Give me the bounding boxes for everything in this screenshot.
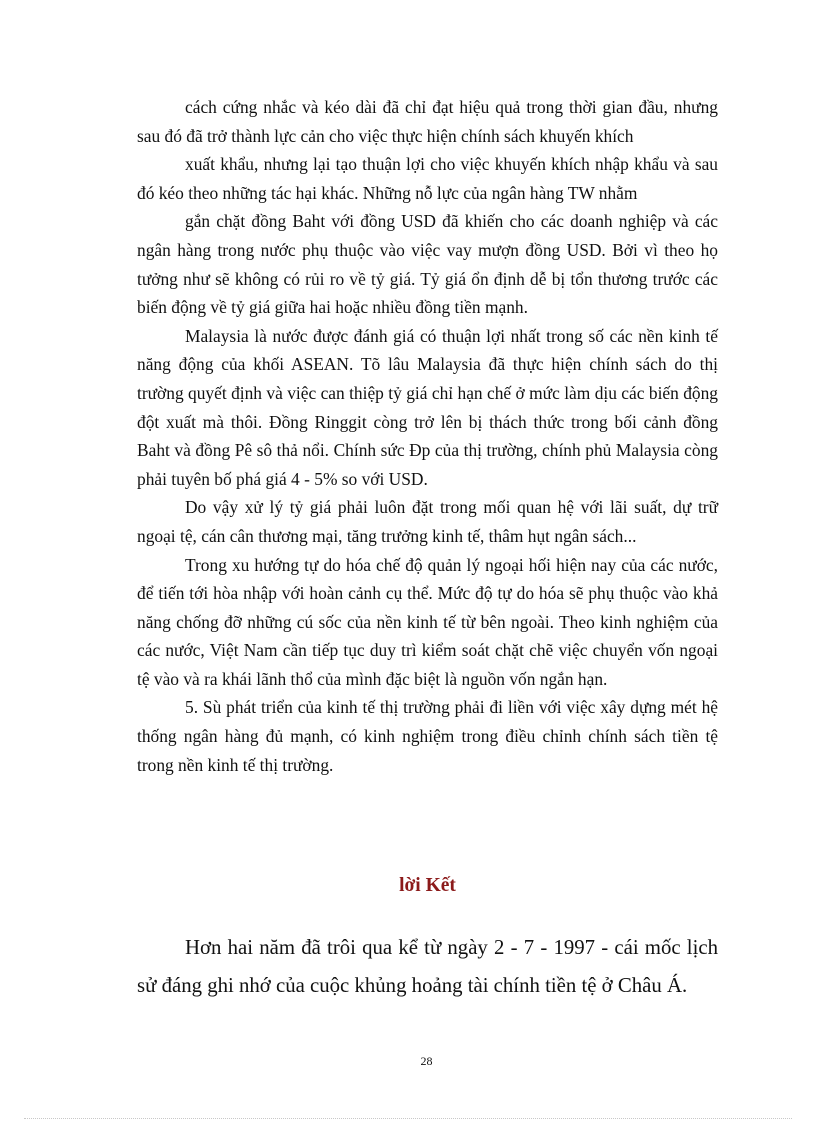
body-text <box>137 93 718 779</box>
conclusion-text <box>137 929 718 1005</box>
page-number: 28 <box>420 1054 433 1068</box>
paragraph: Trong xu hướng tự do hóa chế độ quản lý ngoại hối hiện nay của các nước, để tiến tới hòa nhập với hoàn cảnh cụ thể. Mức độ tự do hóa sẽ phụ thuộc vào khả năng chống đỡ những cú sốc của nền kinh tế từ bên ngoài. Theo kinh nghiệm của các nước, Việt Nam cần tiếp tục duy trì kiểm soát chặt chẽ việc chuyển vốn ngoại tệ vào và ra khái lãnh thổ của mình đặc biệt là nguồn vốn ngắn hạn. <box>137 554 718 689</box>
section-title: lời Kết <box>399 875 456 896</box>
paragraph: Do vậy xử lý tỷ giá phải luôn đặt trong mối quan hệ với lãi suất, dự trữ ngoại tệ, cán cân thương mại, tăng trưởng kinh tế, thâm hụt ngân sách... <box>137 497 718 546</box>
paragraph: gắn chặt đồng Baht với đồng USD đã khiến cho các doanh nghiệp và các ngân hàng trong nước phụ thuộc vào việc vay mượn đồng USD. Bởi vì theo họ tưởng như sẽ không có rủi ro về tỷ giá. Tỷ giá ổn định dễ bị tổn thương trước các biến động về tỷ giá giữa hai hoặc nhiều đồng tiền mạnh. <box>137 211 718 318</box>
paragraph: xuất khẩu, nhưng lại tạo thuận lợi cho việc khuyến khích nhập khẩu và sau đó kéo theo những tác hại khác. Những nỗ lực của ngân hàng TW nhằm <box>137 154 718 203</box>
page-bottom-rule <box>24 1118 792 1119</box>
paragraph: cách cứng nhắc và kéo dài đã chỉ đạt hiệu quả trong thời gian đầu, nhưng sau đó đã trở thành lực cản cho việc thực hiện chính sách khuyến khích <box>137 97 718 146</box>
paragraph: 5. Sù phát triển của kinh tế thị trường phải đi liền với việc xây dựng mét hệ thống ngân hàng đủ mạnh, có kinh nghiệm trong điều chỉnh chính sách tiền tệ trong nền kinh tế thị trường. <box>137 697 718 775</box>
conclusion-paragraph: Hơn hai năm đã trôi qua kể từ ngày 2 - 7 - 1997 - cái mốc lịch sử đáng ghi nhớ của cuộc khủng hoảng tài chính tiền tệ ở Châu Á. <box>137 936 718 997</box>
paragraph: Malaysia là nước được đánh giá có thuận lợi nhất trong số các nền kinh tế năng động của khối ASEAN. Tõ lâu Malaysia đã thực hiện chính sách do thị trường quyết định và việc can thiệp tỷ giá chỉ hạn chế ở mức làm dịu các biến động đột xuất mà thôi. Đồng Ringgit còng trở lên bị thách thức trong bối cảnh đồng Baht và đồng Pê sô thả nổi. Chính sức Đp của thị trường, chính phủ Malaysia còng phải tuyên bố phá giá 4 - 5% so với USD. <box>137 325 718 489</box>
